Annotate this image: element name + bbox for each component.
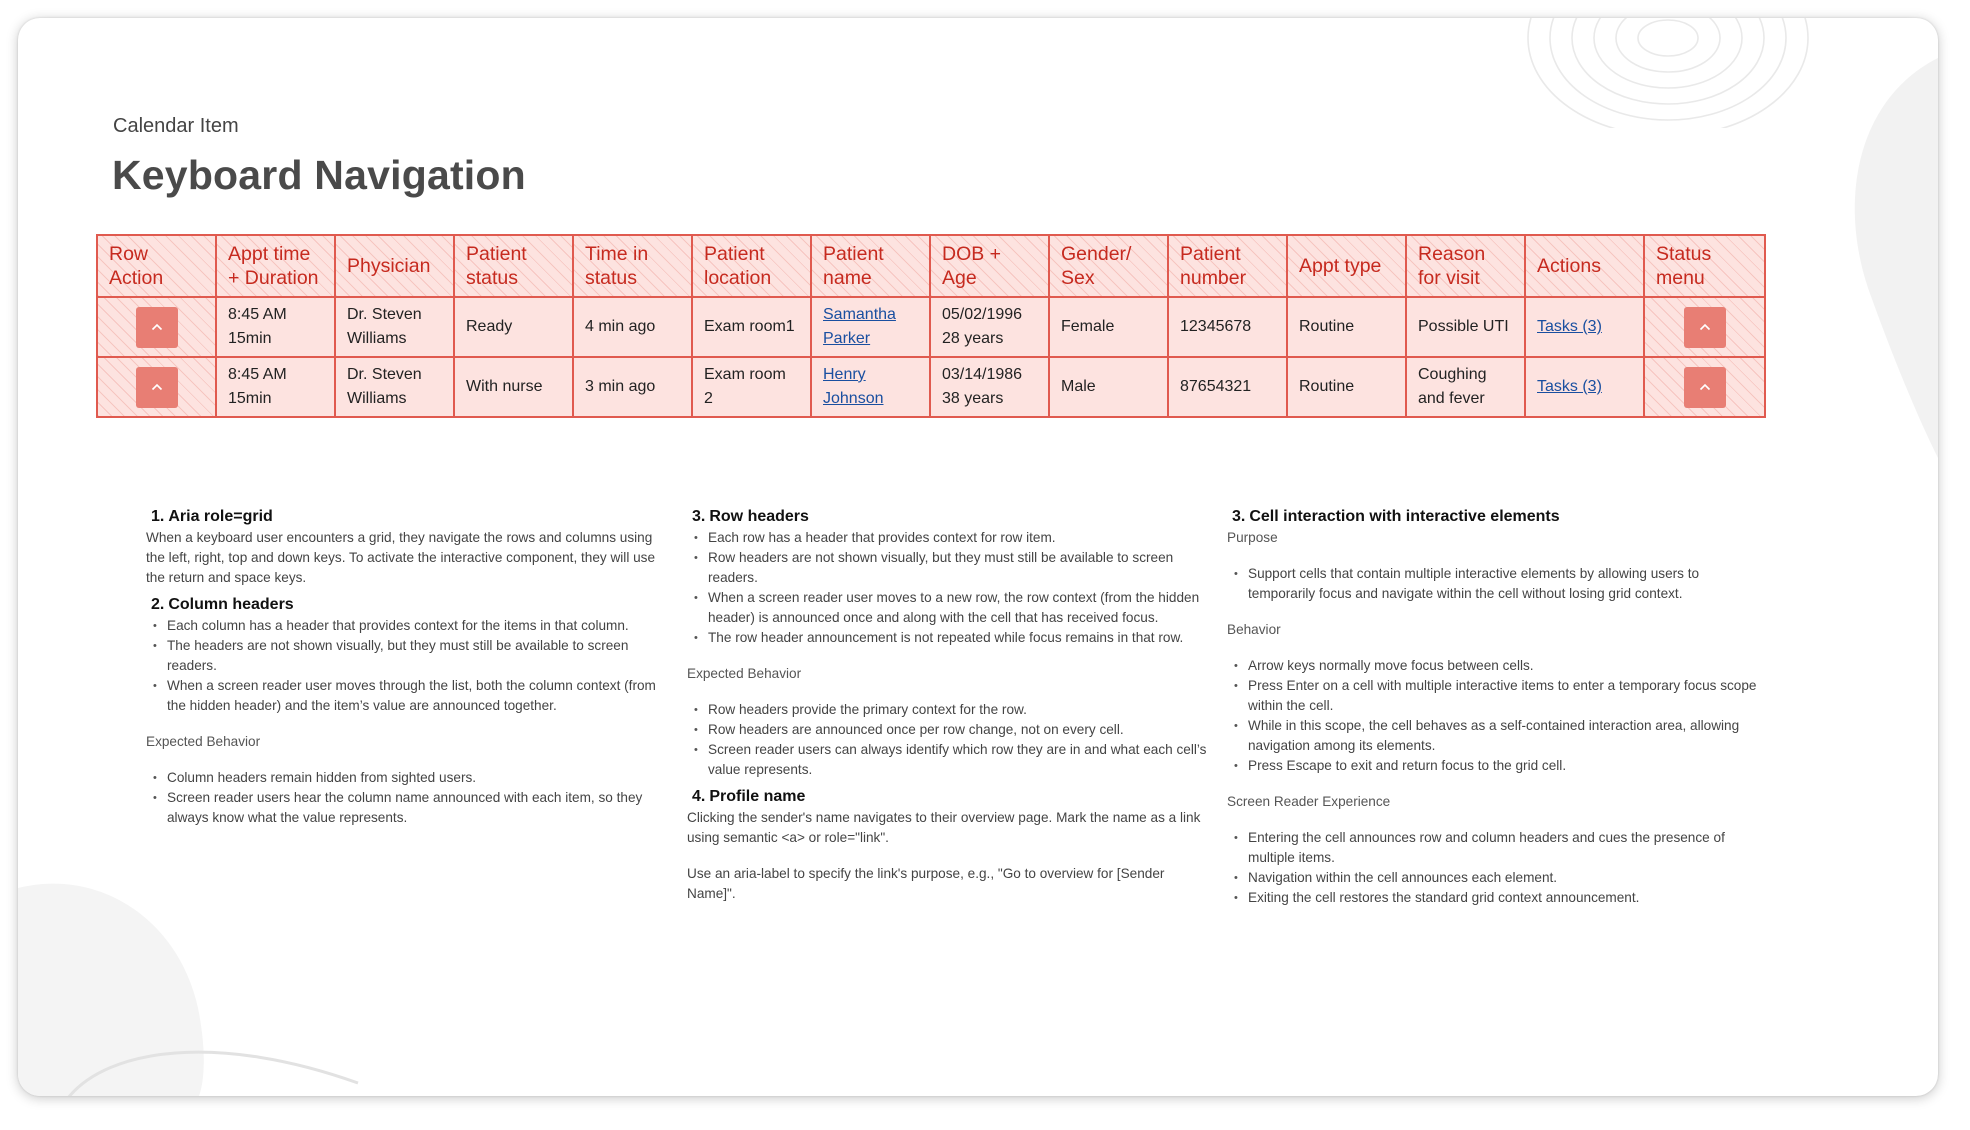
bullet-list [146,768,674,828]
section-body: Clicking the sender's name navigates to their overview page. Mark the name as a link using semantic <a> or role="link". [687,810,1201,845]
status-menu-cell [1644,297,1765,357]
list-item: • Screen reader users can always identify which row they are in and what each cell’s value represents. [687,740,1209,780]
dob-age-cell: 03/14/1986 38 years [930,357,1049,417]
list-item: • Screen reader users hear the column name announced with each item, so they always know what the value represents. [146,788,674,828]
grid-header-row [97,235,1765,297]
page-title: Keyboard Navigation [112,152,526,198]
blob-decoration-left [18,858,398,1096]
fingerprint-decoration [1438,18,1858,128]
status-menu-button[interactable] [1684,307,1726,348]
reason-cell: Coughing and fever [1406,357,1525,417]
bullet-list [687,700,1209,780]
section-heading-row-headers: 3. Row headers [692,508,809,525]
list-item: • The headers are not shown visually, but they must still be available to screen readers. [146,636,674,676]
column-header-patient-status: Patient status [454,235,573,297]
appt-type-cell: Routine [1287,297,1406,357]
patient-number-cell: 87654321 [1168,357,1287,417]
tasks-link[interactable]: Tasks (3) [1537,378,1602,395]
notes-column-3 [1227,506,1757,908]
patient-name-cell [811,357,930,417]
time-in-status-cell: 4 min ago [573,297,692,357]
list-item: • Entering the cell announces row and column headers and cues the presence of multiple items. [1227,828,1757,868]
list-item: • The row header announcement is not repeated while focus remains in that row. [687,628,1209,648]
column-header-reason: Reason for visit [1406,235,1525,297]
chevron-up-icon [151,383,163,391]
column-header-appt-time: Appt time + Duration [216,235,335,297]
list-item: • Navigation within the cell announces each element. [1227,868,1757,888]
list-item: • When a screen reader user moves through the list, both the column context (from the hidden header) and the item’s value are announced together. [146,676,674,716]
bullet-list [1227,828,1757,908]
column-header-appt-type: Appt type [1287,235,1406,297]
tasks-link[interactable]: Tasks (3) [1537,318,1602,335]
bullet-list [1227,564,1757,604]
column-header-time-in-status: Time in status [573,235,692,297]
column-header-row-action: Row Action [97,235,216,297]
blob-decoration-right [1798,58,1938,458]
list-item: • Arrow keys normally move focus between cells. [1227,656,1757,676]
column-header-gender-sex: Gender/ Sex [1049,235,1168,297]
bullet-list [687,528,1209,648]
reason-cell: Possible UTI [1406,297,1525,357]
physician-cell: Dr. Steven Williams [335,357,454,417]
list-item: • Row headers provide the primary context for the row. [687,700,1209,720]
patient-status-cell: Ready [454,297,573,357]
column-header-actions: Actions [1525,235,1644,297]
chevron-up-icon [1699,383,1711,391]
section-body: Use an aria-label to specify the link's purpose, e.g., "Go to overview for [Sender Name]". [687,866,1165,901]
patient-location-cell: Exam room 2 [692,357,811,417]
section-heading-aria-grid: 1. Aria role=grid [151,508,273,525]
column-header-status-menu: Status menu [1644,235,1765,297]
sub-heading: Screen Reader Experience [1227,794,1391,809]
patient-name-link[interactable]: Henry Johnson [823,366,884,407]
appt-time-cell: 8:45 AM 15min [216,357,335,417]
actions-cell [1525,357,1644,417]
column-header-patient-name: Patient name [811,235,930,297]
row-action-button[interactable] [136,367,178,408]
notes-column-2 [687,506,1209,904]
notes-column-1 [146,506,674,828]
actions-cell [1525,297,1644,357]
patient-name-link[interactable]: Samantha Parker [823,306,896,347]
chevron-up-icon [1699,323,1711,331]
section-heading-profile-name: 4. Profile name [692,788,806,805]
list-item: • Each row has a header that provides context for row item. [687,528,1209,548]
time-in-status-cell: 3 min ago [573,357,692,417]
patient-location-cell: Exam room1 [692,297,811,357]
row-action-cell [97,357,216,417]
sub-heading: Expected Behavior [146,734,261,749]
column-header-patient-number: Patient number [1168,235,1287,297]
section-eyebrow: Calendar Item [113,115,239,137]
patient-number-cell: 12345678 [1168,297,1287,357]
row-action-cell [97,297,216,357]
dob-age-cell: 05/02/1996 28 years [930,297,1049,357]
list-item: • Press Enter on a cell with multiple interactive items to enter a temporary focus scope within the cell. [1227,676,1757,716]
section-heading-cell-interaction: 3. Cell interaction with interactive elements [1232,508,1560,525]
list-item: • When a screen reader user moves to a new row, the row context (from the hidden header) is announced once and along with the cell that has received focus. [687,588,1209,628]
chevron-up-icon [151,323,163,331]
list-item: • Column headers remain hidden from sighted users. [146,768,674,788]
patient-name-cell [811,297,930,357]
table-row [97,357,1765,417]
list-item: • While in this scope, the cell behaves as a self-contained interaction area, allowing navigation among its elements. [1227,716,1757,756]
list-item: • Support cells that contain multiple interactive elements by allowing users to temporarily focus and navigate within the cell without losing grid context. [1227,564,1757,604]
row-action-button[interactable] [136,307,178,348]
section-body: When a keyboard user encounters a grid, they navigate the rows and columns using the left, right, top and down keys. To activate the interactive component, they will use the return and space keys. [146,530,656,585]
gender-cell: Male [1049,357,1168,417]
physician-cell: Dr. Steven Williams [335,297,454,357]
list-item: • Each column has a header that provides context for the items in that column. [146,616,674,636]
sub-heading: Purpose [1227,530,1278,545]
list-item: • Press Escape to exit and return focus to the grid cell. [1227,756,1757,776]
appt-time-cell: 8:45 AM 15min [216,297,335,357]
table-row [97,297,1765,357]
gender-cell: Female [1049,297,1168,357]
column-header-dob-age: DOB + Age [930,235,1049,297]
column-header-physician: Physician [335,235,454,297]
sub-heading: Expected Behavior [687,666,802,681]
list-item: • Row headers are announced once per row change, not on every cell. [687,720,1209,740]
section-heading-column-headers: 2. Column headers [151,596,294,613]
status-menu-cell [1644,357,1765,417]
bullet-list [146,616,674,716]
list-item: • Exiting the cell restores the standard grid context announcement. [1227,888,1757,908]
sub-heading: Behavior [1227,622,1281,637]
patient-grid[interactable] [96,234,1766,418]
column-header-patient-location: Patient location [692,235,811,297]
bullet-list [1227,656,1757,776]
list-item: • Row headers are not shown visually, but they must still be available to screen readers. [687,548,1209,588]
status-menu-button[interactable] [1684,367,1726,408]
patient-status-cell: With nurse [454,357,573,417]
appt-type-cell: Routine [1287,357,1406,417]
